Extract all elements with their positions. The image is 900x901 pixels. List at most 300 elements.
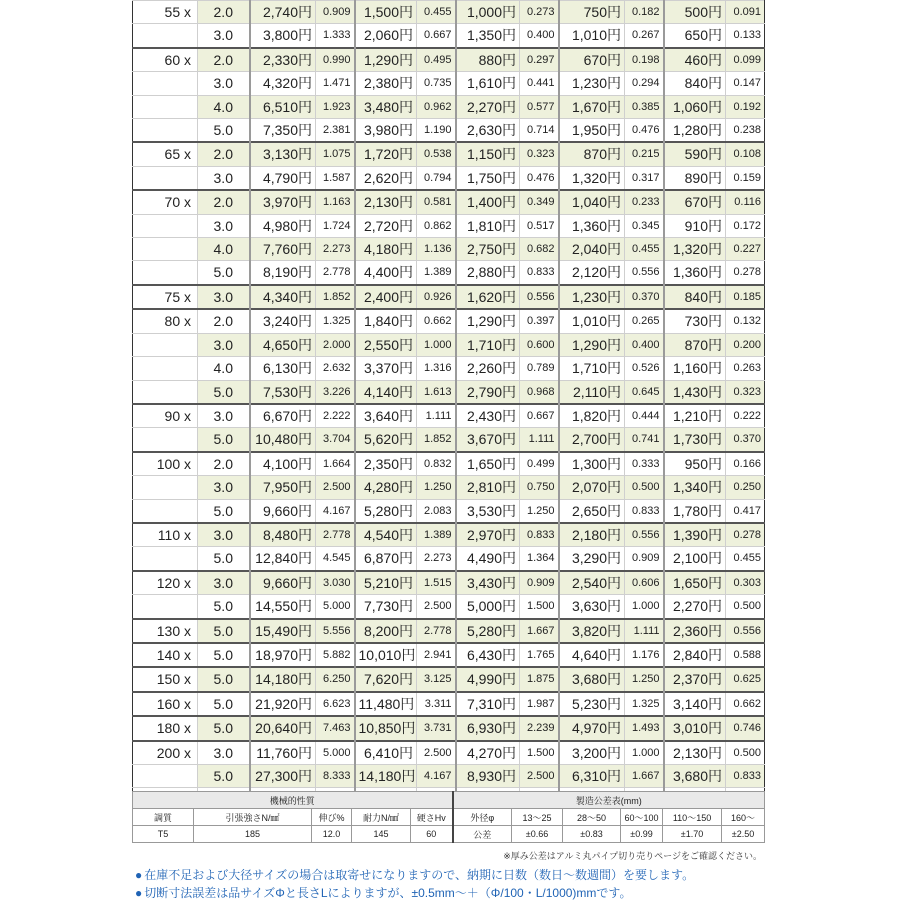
- rate-cell: 5.000: [316, 741, 355, 765]
- price-cell: 1,280円: [664, 119, 726, 143]
- thickness-cell: 3.0: [198, 214, 250, 237]
- rate-cell: 1.250: [625, 667, 664, 691]
- table-row: [133, 24, 765, 48]
- rate-cell: 0.417: [726, 499, 765, 523]
- rate-cell: 0.172: [726, 214, 765, 237]
- rate-cell: 0.606: [625, 571, 664, 595]
- rate-cell: 1.250: [417, 476, 456, 499]
- thickness-cell: 3.0: [198, 571, 250, 595]
- rate-cell: 0.714: [520, 119, 559, 143]
- table-row: [133, 95, 765, 118]
- price-cell: 6,310円: [559, 765, 625, 788]
- diameter-cell: [133, 476, 198, 499]
- rate-cell: 2.000: [316, 333, 355, 356]
- rate-cell: 0.370: [726, 428, 765, 452]
- rate-cell: 2.083: [417, 499, 456, 523]
- rate-cell: 5.882: [316, 643, 355, 667]
- tol-range: 13〜25: [512, 809, 563, 826]
- price-cell: 3,480円: [355, 95, 417, 118]
- mech-header: 調質: [133, 809, 194, 826]
- rate-cell: 0.667: [520, 404, 559, 428]
- rate-cell: 0.476: [625, 119, 664, 143]
- price-cell: 7,350円: [250, 119, 316, 143]
- price-cell: 1,400円: [456, 190, 520, 214]
- diameter-cell: 90 x: [133, 404, 198, 428]
- price-cell: 11,480円: [355, 692, 417, 716]
- rate-cell: 0.263: [726, 357, 765, 380]
- diameter-cell: [133, 765, 198, 788]
- rate-cell: 3.731: [417, 716, 456, 740]
- thickness-cell: 5.0: [198, 595, 250, 619]
- rate-cell: 0.215: [625, 142, 664, 166]
- rate-cell: 1.250: [520, 499, 559, 523]
- diameter-cell: 180 x: [133, 716, 198, 740]
- rate-cell: 0.581: [417, 190, 456, 214]
- diameter-cell: [133, 428, 198, 452]
- price-cell: 1,320円: [559, 166, 625, 190]
- price-cell: 6,130円: [250, 357, 316, 380]
- bullet-icon: ●: [135, 886, 143, 900]
- tol-value: ±2.50: [722, 826, 765, 843]
- rate-cell: 0.455: [726, 547, 765, 571]
- price-cell: 2,380円: [355, 72, 417, 95]
- table-row: [133, 404, 765, 428]
- diameter-cell: [133, 24, 198, 48]
- rate-cell: 1.111: [520, 428, 559, 452]
- rate-cell: 8.333: [316, 765, 355, 788]
- rate-cell: 0.794: [417, 166, 456, 190]
- rate-cell: 0.297: [520, 48, 559, 72]
- price-cell: 840円: [664, 285, 726, 309]
- rate-cell: 6.250: [316, 667, 355, 691]
- rate-cell: 0.278: [726, 261, 765, 285]
- price-cell: 18,970円: [250, 643, 316, 667]
- price-cell: 2,070円: [559, 476, 625, 499]
- price-cell: 9,660円: [250, 571, 316, 595]
- price-cell: 5,620円: [355, 428, 417, 452]
- rate-cell: 1.333: [316, 24, 355, 48]
- price-cell: 870円: [664, 333, 726, 356]
- diameter-cell: 75 x: [133, 285, 198, 309]
- price-cell: 3,010円: [664, 716, 726, 740]
- rate-cell: 1.664: [316, 452, 355, 476]
- price-cell: 3,820円: [559, 619, 625, 643]
- price-cell: 2,260円: [456, 357, 520, 380]
- thickness-cell: 3.0: [198, 404, 250, 428]
- rate-cell: 0.577: [520, 95, 559, 118]
- price-cell: 1,320円: [664, 238, 726, 261]
- price-cell: 1,290円: [559, 333, 625, 356]
- price-cell: 3,370円: [355, 357, 417, 380]
- rate-cell: 0.200: [726, 333, 765, 356]
- table-row: [133, 428, 765, 452]
- table-row: [133, 190, 765, 214]
- thickness-cell: 5.0: [198, 716, 250, 740]
- rate-cell: 0.556: [520, 285, 559, 309]
- rate-cell: 0.345: [625, 214, 664, 237]
- rate-cell: 1.176: [625, 643, 664, 667]
- price-cell: 590円: [664, 142, 726, 166]
- rate-cell: 1.000: [625, 595, 664, 619]
- rate-cell: 0.832: [417, 452, 456, 476]
- thickness-cell: 3.0: [198, 523, 250, 547]
- mech-header: 硬さHv: [411, 809, 453, 826]
- table-row: [133, 72, 765, 95]
- price-cell: 1,430円: [664, 380, 726, 404]
- price-cell: 10,480円: [250, 428, 316, 452]
- rate-cell: 0.588: [726, 643, 765, 667]
- rate-cell: 1.852: [316, 285, 355, 309]
- mech-header: 伸び%: [312, 809, 352, 826]
- rate-cell: 1.111: [417, 404, 456, 428]
- cut-error-note-text: 切断寸法誤差は品サイズΦと長さLによりますが、±0.5mm〜＋（Φ/100・L/1000)mmです。: [144, 886, 632, 900]
- price-cell: 7,620円: [355, 667, 417, 691]
- rate-cell: 0.833: [625, 499, 664, 523]
- price-cell: 890円: [664, 166, 726, 190]
- rate-cell: 1.613: [417, 380, 456, 404]
- rate-cell: 2.778: [417, 619, 456, 643]
- spec-value-row: [133, 826, 765, 843]
- rate-cell: 0.397: [520, 309, 559, 333]
- table-row: [133, 595, 765, 619]
- table-row: [133, 1, 765, 24]
- thickness-cell: 3.0: [198, 72, 250, 95]
- tol-value: ±1.70: [663, 826, 722, 843]
- price-cell: 3,240円: [250, 309, 316, 333]
- rate-cell: 2.778: [316, 523, 355, 547]
- price-cell: 3,640円: [355, 404, 417, 428]
- mech-header: 耐力N/㎟: [352, 809, 411, 826]
- price-cell: 1,840円: [355, 309, 417, 333]
- table-row: [133, 643, 765, 667]
- diameter-cell: 70 x: [133, 190, 198, 214]
- thickness-cell: 2.0: [198, 452, 250, 476]
- price-cell: 1,610円: [456, 72, 520, 95]
- table-row: [133, 476, 765, 499]
- price-cell: 2,720円: [355, 214, 417, 237]
- thickness-cell: 5.0: [198, 667, 250, 691]
- rate-cell: 0.400: [520, 24, 559, 48]
- rate-cell: 0.317: [625, 166, 664, 190]
- price-cell: 2,040円: [559, 238, 625, 261]
- price-cell: 1,720円: [355, 142, 417, 166]
- rate-cell: 1.075: [316, 142, 355, 166]
- thickness-tolerance-note: ※厚み公差はアルミ丸パイプ切り売りページをご確認ください。: [503, 851, 762, 861]
- price-cell: 2,180円: [559, 523, 625, 547]
- thickness-cell: 3.0: [198, 476, 250, 499]
- diameter-cell: [133, 380, 198, 404]
- rate-cell: 0.789: [520, 357, 559, 380]
- rate-cell: 5.556: [316, 619, 355, 643]
- tol-value: ±0.83: [563, 826, 621, 843]
- rate-cell: 2.222: [316, 404, 355, 428]
- price-cell: 3,200円: [559, 741, 625, 765]
- rate-cell: 0.476: [520, 166, 559, 190]
- price-cell: 7,310円: [456, 692, 520, 716]
- rate-cell: 0.538: [417, 142, 456, 166]
- diameter-cell: 200 x: [133, 741, 198, 765]
- rate-cell: 0.267: [625, 24, 664, 48]
- thickness-cell: 3.0: [198, 741, 250, 765]
- rate-cell: 0.662: [726, 692, 765, 716]
- diameter-cell: [133, 95, 198, 118]
- rate-cell: 3.125: [417, 667, 456, 691]
- rate-cell: 1.316: [417, 357, 456, 380]
- thickness-cell: 5.0: [198, 692, 250, 716]
- price-cell: 870円: [559, 142, 625, 166]
- rate-cell: 0.750: [520, 476, 559, 499]
- price-cell: 6,510円: [250, 95, 316, 118]
- price-cell: 2,630円: [456, 119, 520, 143]
- table-row: [133, 333, 765, 356]
- price-cell: 1,620円: [456, 285, 520, 309]
- rate-cell: 2.500: [316, 476, 355, 499]
- table-row: [133, 142, 765, 166]
- rate-cell: 1.389: [417, 523, 456, 547]
- diameter-cell: [133, 499, 198, 523]
- rate-cell: 0.147: [726, 72, 765, 95]
- thickness-cell: 5.0: [198, 380, 250, 404]
- price-cell: 1,010円: [559, 24, 625, 48]
- price-cell: 1,040円: [559, 190, 625, 214]
- rate-cell: 0.182: [625, 1, 664, 24]
- rate-cell: 5.000: [316, 595, 355, 619]
- rate-cell: 1.163: [316, 190, 355, 214]
- price-cell: 4,180円: [355, 238, 417, 261]
- rate-cell: 1.190: [417, 119, 456, 143]
- price-cell: 1,150円: [456, 142, 520, 166]
- rate-cell: 3.311: [417, 692, 456, 716]
- tol-range: 28〜50: [563, 809, 621, 826]
- thickness-cell: 2.0: [198, 190, 250, 214]
- mech-value: T5: [133, 826, 194, 843]
- price-cell: 2,700円: [559, 428, 625, 452]
- price-cell: 14,550円: [250, 595, 316, 619]
- table-row: [133, 692, 765, 716]
- price-cell: 8,200円: [355, 619, 417, 643]
- rate-cell: 1.667: [625, 765, 664, 788]
- price-cell: 3,980円: [355, 119, 417, 143]
- price-cell: 1,750円: [456, 166, 520, 190]
- rate-cell: 7.463: [316, 716, 355, 740]
- rate-cell: 0.400: [625, 333, 664, 356]
- rate-cell: 1.111: [625, 619, 664, 643]
- price-cell: 1,290円: [456, 309, 520, 333]
- diameter-cell: [133, 166, 198, 190]
- price-cell: 1,360円: [664, 261, 726, 285]
- rate-cell: 4.167: [417, 765, 456, 788]
- rate-cell: 2.381: [316, 119, 355, 143]
- price-cell: 15,490円: [250, 619, 316, 643]
- rate-cell: 0.495: [417, 48, 456, 72]
- diameter-cell: [133, 72, 198, 95]
- diameter-cell: 120 x: [133, 571, 198, 595]
- price-cell: 1,780円: [664, 499, 726, 523]
- table-row: [133, 214, 765, 237]
- price-cell: 2,750円: [456, 238, 520, 261]
- price-cell: 8,480円: [250, 523, 316, 547]
- mech-props-title: 機械的性質: [133, 792, 453, 809]
- price-cell: 2,790円: [456, 380, 520, 404]
- rate-cell: 0.500: [625, 476, 664, 499]
- price-cell: 6,430円: [456, 643, 520, 667]
- rate-cell: 1.364: [520, 547, 559, 571]
- price-cell: 1,810円: [456, 214, 520, 237]
- price-cell: 2,810円: [456, 476, 520, 499]
- rate-cell: 0.667: [417, 24, 456, 48]
- price-cell: 1,010円: [559, 309, 625, 333]
- price-cell: 3,800円: [250, 24, 316, 48]
- price-cell: 20,640円: [250, 716, 316, 740]
- rate-cell: 6.623: [316, 692, 355, 716]
- rate-cell: 0.265: [625, 309, 664, 333]
- rate-cell: 0.556: [625, 261, 664, 285]
- rate-cell: 0.909: [520, 571, 559, 595]
- rate-cell: 0.645: [625, 380, 664, 404]
- price-cell: 2,270円: [664, 595, 726, 619]
- price-cell: 1,650円: [456, 452, 520, 476]
- spec-table: [132, 791, 765, 843]
- rate-cell: 0.499: [520, 452, 559, 476]
- table-row: [133, 523, 765, 547]
- mech-header: 引張強さN/㎟: [194, 809, 312, 826]
- price-cell: 3,140円: [664, 692, 726, 716]
- price-cell: 6,670円: [250, 404, 316, 428]
- table-row: [133, 238, 765, 261]
- table-row: [133, 571, 765, 595]
- diameter-cell: 80 x: [133, 309, 198, 333]
- table-row: [133, 667, 765, 691]
- rate-cell: 0.185: [726, 285, 765, 309]
- rate-cell: 0.166: [726, 452, 765, 476]
- rate-cell: 4.167: [316, 499, 355, 523]
- rate-cell: 0.517: [520, 214, 559, 237]
- rate-cell: 1.515: [417, 571, 456, 595]
- rate-cell: 1.500: [520, 595, 559, 619]
- rate-cell: 0.500: [726, 595, 765, 619]
- tol-header: 外径φ: [453, 809, 512, 826]
- table-row: [133, 285, 765, 309]
- thickness-cell: 3.0: [198, 166, 250, 190]
- thickness-cell: 2.0: [198, 309, 250, 333]
- rate-cell: 1.493: [625, 716, 664, 740]
- table-row: [133, 380, 765, 404]
- rate-cell: 0.323: [726, 380, 765, 404]
- price-cell: 8,190円: [250, 261, 316, 285]
- price-table: [132, 0, 765, 800]
- rate-cell: 0.625: [726, 667, 765, 691]
- price-cell: 6,410円: [355, 741, 417, 765]
- price-cell: 1,950円: [559, 119, 625, 143]
- rate-cell: 1.875: [520, 667, 559, 691]
- diameter-cell: 130 x: [133, 619, 198, 643]
- rate-cell: 0.909: [316, 1, 355, 24]
- price-cell: 2,270円: [456, 95, 520, 118]
- price-cell: 4,270円: [456, 741, 520, 765]
- rate-cell: 0.198: [625, 48, 664, 72]
- rate-cell: 0.556: [726, 619, 765, 643]
- rate-cell: 0.909: [625, 547, 664, 571]
- rate-cell: 0.862: [417, 214, 456, 237]
- price-cell: 460円: [664, 48, 726, 72]
- price-cell: 2,400円: [355, 285, 417, 309]
- rate-cell: 2.239: [520, 716, 559, 740]
- rate-cell: 0.833: [520, 261, 559, 285]
- diameter-cell: 150 x: [133, 667, 198, 691]
- price-cell: 1,360円: [559, 214, 625, 237]
- bullet-icon: ●: [135, 868, 143, 882]
- rate-cell: 0.370: [625, 285, 664, 309]
- rate-cell: 2.500: [417, 741, 456, 765]
- price-cell: 2,620円: [355, 166, 417, 190]
- price-cell: 2,060円: [355, 24, 417, 48]
- rate-cell: 0.833: [726, 765, 765, 788]
- price-cell: 3,130円: [250, 142, 316, 166]
- mech-value: 60: [411, 826, 453, 843]
- rate-cell: 4.545: [316, 547, 355, 571]
- table-row: [133, 261, 765, 285]
- price-cell: 3,530円: [456, 499, 520, 523]
- rate-cell: 1.587: [316, 166, 355, 190]
- tol-range: 160〜: [722, 809, 765, 826]
- rate-cell: 0.385: [625, 95, 664, 118]
- rate-cell: 0.735: [417, 72, 456, 95]
- price-cell: 10,850円: [355, 716, 417, 740]
- thickness-cell: 5.0: [198, 619, 250, 643]
- diameter-cell: 55 x: [133, 1, 198, 24]
- diameter-cell: 60 x: [133, 48, 198, 72]
- rate-cell: 3.226: [316, 380, 355, 404]
- rate-cell: 0.227: [726, 238, 765, 261]
- rate-cell: 1.325: [316, 309, 355, 333]
- mech-value: 185: [194, 826, 312, 843]
- price-cell: 9,660円: [250, 499, 316, 523]
- table-row: [133, 166, 765, 190]
- diameter-cell: [133, 595, 198, 619]
- rate-cell: 0.278: [726, 523, 765, 547]
- price-cell: 3,670円: [456, 428, 520, 452]
- thickness-cell: 2.0: [198, 1, 250, 24]
- rate-cell: 1.987: [520, 692, 559, 716]
- spec-title-row: [133, 792, 765, 809]
- price-cell: 3,970円: [250, 190, 316, 214]
- rate-cell: 0.444: [625, 404, 664, 428]
- price-cell: 5,280円: [456, 619, 520, 643]
- rate-cell: 2.273: [316, 238, 355, 261]
- price-cell: 2,100円: [664, 547, 726, 571]
- price-cell: 4,540円: [355, 523, 417, 547]
- rate-cell: 0.968: [520, 380, 559, 404]
- price-cell: 750円: [559, 1, 625, 24]
- price-cell: 670円: [664, 190, 726, 214]
- rate-cell: 0.132: [726, 309, 765, 333]
- rate-cell: 1.724: [316, 214, 355, 237]
- rate-cell: 0.349: [520, 190, 559, 214]
- price-cell: 4,640円: [559, 643, 625, 667]
- price-cell: 730円: [664, 309, 726, 333]
- price-cell: 7,530円: [250, 380, 316, 404]
- tol-label: 公差: [453, 826, 512, 843]
- tol-value: ±0.99: [621, 826, 663, 843]
- rate-cell: 1.765: [520, 643, 559, 667]
- price-cell: 11,760円: [250, 741, 316, 765]
- price-cell: 4,650円: [250, 333, 316, 356]
- table-row: [133, 547, 765, 571]
- diameter-cell: [133, 357, 198, 380]
- rate-cell: 1.667: [520, 619, 559, 643]
- rate-cell: 2.500: [417, 595, 456, 619]
- rate-cell: 0.962: [417, 95, 456, 118]
